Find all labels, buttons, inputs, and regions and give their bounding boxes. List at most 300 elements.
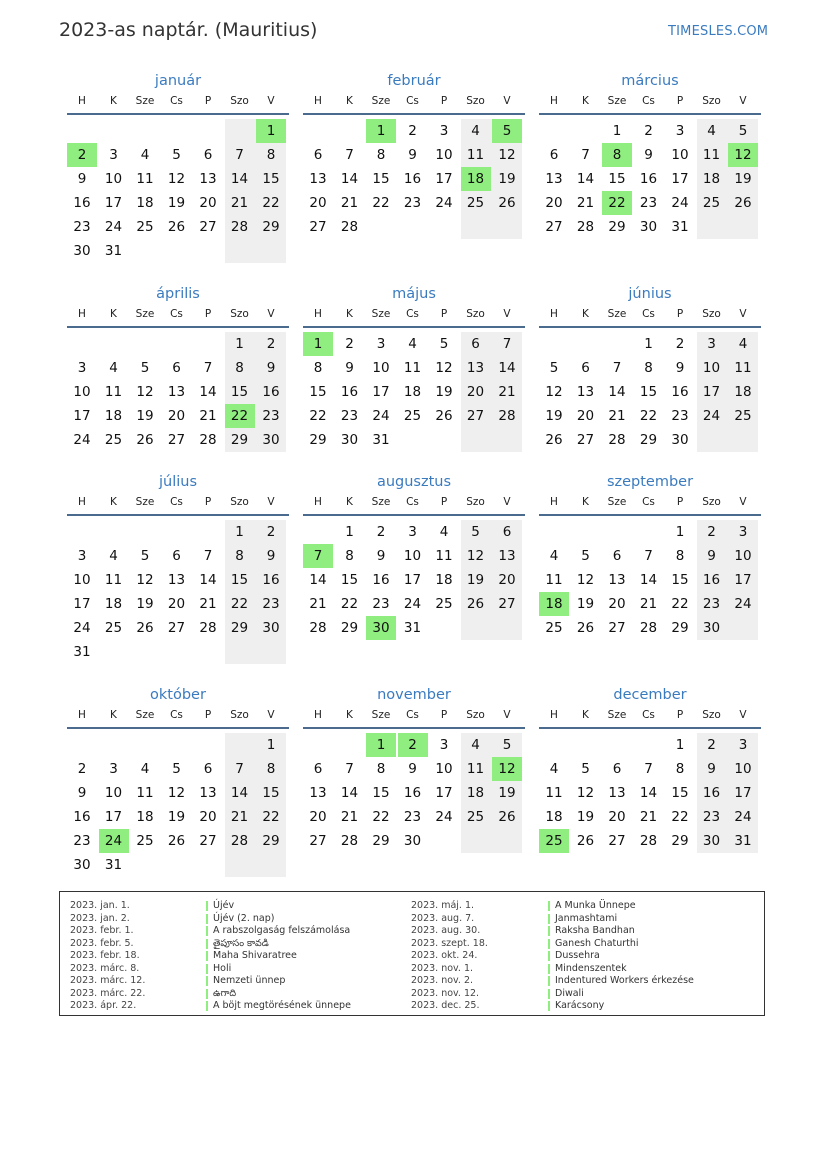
- day-cell: 30: [403, 833, 422, 849]
- day-cell: 6: [313, 761, 323, 777]
- holiday-entry: [70, 963, 400, 976]
- day-cell: 5: [172, 147, 181, 163]
- holiday-marker: [548, 976, 550, 986]
- day-cell: 6: [581, 360, 590, 376]
- day-cell: 20: [545, 195, 563, 211]
- day-cell: 7: [612, 360, 622, 376]
- day-cell: 4: [707, 123, 716, 139]
- day-cell: 12: [167, 171, 186, 187]
- day-cell: 7: [203, 548, 213, 564]
- day-cell: 11: [104, 572, 123, 588]
- day-cell: 12: [545, 384, 563, 400]
- day-cell: 1: [675, 524, 685, 540]
- day-cell: 5: [439, 336, 449, 352]
- holiday-date: 2023. máj. 1.: [411, 900, 475, 911]
- day-cell: 17: [435, 785, 453, 801]
- day-cell: 16: [639, 171, 658, 187]
- holiday-entry: [70, 938, 400, 951]
- weekday-label: K: [346, 95, 353, 107]
- day-cell: 5: [581, 548, 590, 564]
- day-cell: 14: [199, 384, 217, 400]
- day-cell: 3: [707, 336, 716, 352]
- weekday-label: P: [676, 496, 684, 508]
- day-cell: 7: [502, 336, 512, 352]
- weekday-label: Szo: [702, 95, 721, 107]
- day-cell: 14: [639, 572, 658, 588]
- day-cell: 4: [109, 548, 118, 564]
- holiday-name: Újév: [213, 900, 235, 911]
- holiday-name: Janmashtami: [555, 912, 618, 924]
- weekday-label: Sze: [607, 95, 627, 107]
- holiday-name: Indentured Workers érkezése: [555, 975, 694, 986]
- weekday-label: Szo: [466, 95, 485, 107]
- holiday-date: 2023. febr. 1.: [70, 925, 134, 936]
- day-cell: 21: [576, 195, 595, 211]
- holiday-entry: [411, 975, 751, 988]
- day-cell: 1: [612, 123, 622, 139]
- day-cell: 17: [734, 572, 752, 588]
- day-cell: 24: [104, 219, 123, 235]
- day-cell: 20: [167, 596, 186, 612]
- day-cell: 21: [199, 408, 217, 424]
- holiday-name: A rabszolgaság felszámolása: [213, 925, 351, 936]
- weekday-label: H: [78, 308, 86, 320]
- day-cell: 10: [104, 785, 123, 801]
- day-cell: 1: [235, 336, 244, 352]
- weekday-label: K: [346, 496, 353, 508]
- weekday-label: Cs: [642, 308, 655, 320]
- day-cell: 3: [109, 761, 118, 777]
- holiday-entry: [70, 975, 400, 988]
- weekday-label: P: [676, 95, 684, 107]
- holiday-date: 2023. okt. 24.: [411, 950, 478, 961]
- day-cell: 7: [644, 761, 653, 777]
- day-cell: 2: [376, 524, 386, 540]
- holiday-marker: [206, 976, 208, 986]
- holiday-marker: [548, 951, 550, 961]
- day-cell: 11: [435, 548, 453, 564]
- day-cell: 14: [608, 384, 626, 400]
- day-cell: 27: [199, 833, 217, 849]
- holiday-date: 2023. nov. 12.: [411, 987, 480, 999]
- day-cell: 2: [644, 123, 653, 139]
- day-cell: 7: [345, 147, 354, 163]
- day-cell: 1: [345, 524, 354, 540]
- day-cell: 21: [230, 195, 249, 211]
- day-cell: 7: [581, 147, 590, 163]
- weekday-label: K: [110, 95, 117, 107]
- day-cell: 13: [199, 171, 217, 187]
- day-cell: 9: [707, 548, 716, 564]
- holiday-date: 2023. márc. 8.: [70, 962, 140, 974]
- day-cell: 25: [545, 620, 563, 636]
- holiday-name: Mindenszentek: [555, 962, 627, 974]
- weekday-label: Sze: [371, 95, 391, 107]
- weekday-label: P: [440, 709, 448, 721]
- day-cell: 29: [340, 620, 359, 636]
- day-cell: 13: [466, 360, 485, 376]
- day-cell: 15: [262, 785, 280, 801]
- weekday-label: Szo: [230, 496, 249, 508]
- holiday-date: 2023. szept. 18.: [411, 937, 488, 949]
- month-name: április: [156, 286, 200, 302]
- weekday-label: Cs: [642, 95, 655, 107]
- day-cell: 4: [471, 123, 480, 139]
- day-cell: 26: [167, 219, 186, 235]
- weekday-label: Szo: [702, 496, 721, 508]
- weekday-label: P: [204, 95, 212, 107]
- day-cell: 24: [372, 408, 390, 424]
- holiday-entry: [411, 963, 751, 976]
- day-cell: 31: [403, 620, 422, 636]
- day-cell: 24: [73, 620, 91, 636]
- day-cell: 28: [309, 620, 327, 636]
- day-cell: 4: [738, 336, 748, 352]
- day-cell: 29: [262, 833, 280, 849]
- weekday-label: V: [267, 95, 275, 107]
- weekday-label: H: [550, 496, 558, 508]
- day-cell: 23: [639, 195, 658, 211]
- day-cell: 23: [372, 596, 390, 612]
- weekday-label: K: [110, 709, 117, 721]
- holiday-marker: [548, 989, 550, 999]
- day-cell: 11: [104, 384, 123, 400]
- day-cell: 8: [266, 761, 276, 777]
- holiday-entry: [411, 988, 751, 1001]
- day-cell: 6: [203, 147, 213, 163]
- weekday-label: K: [346, 709, 353, 721]
- day-cell: 28: [340, 219, 359, 235]
- day-cell: 21: [230, 809, 249, 825]
- day-cell: 30: [340, 432, 359, 448]
- day-cell: 25: [466, 809, 485, 825]
- day-cell: 31: [372, 432, 390, 448]
- day-cell: 21: [340, 809, 359, 825]
- day-cell: 13: [309, 171, 327, 187]
- day-cell: 5: [581, 761, 590, 777]
- day-cell: 28: [340, 833, 359, 849]
- day-cell: 7: [345, 761, 354, 777]
- weekday-label: Cs: [406, 95, 419, 107]
- holiday-name: Újév (2. nap): [213, 912, 275, 924]
- weekday-label: Sze: [135, 95, 155, 107]
- day-cell: 23: [702, 809, 721, 825]
- day-cell: 19: [576, 596, 595, 612]
- holiday-entry: [411, 925, 751, 938]
- day-cell: 8: [675, 761, 685, 777]
- day-cell: 16: [73, 195, 91, 211]
- holiday-marker: [206, 951, 208, 961]
- holiday-marker: [548, 964, 550, 974]
- day-cell: 11: [545, 785, 563, 801]
- day-cell: 9: [675, 360, 685, 376]
- weekday-label: V: [739, 709, 747, 721]
- day-cell: 1: [644, 336, 653, 352]
- holiday-marker: [206, 1001, 208, 1011]
- day-cell: 25: [136, 219, 154, 235]
- day-cell: 16: [671, 384, 689, 400]
- day-cell: 16: [702, 572, 721, 588]
- holiday-list-right: [411, 900, 751, 1013]
- weekday-label: Cs: [406, 709, 419, 721]
- day-cell: 19: [545, 408, 563, 424]
- weekday-label: P: [440, 496, 448, 508]
- day-cell: 13: [545, 171, 563, 187]
- day-cell: 20: [576, 408, 595, 424]
- day-cell: 12: [136, 384, 154, 400]
- day-cell: 1: [235, 524, 244, 540]
- day-cell: 25: [466, 195, 485, 211]
- weekday-label: K: [582, 95, 589, 107]
- day-cell: 16: [702, 785, 721, 801]
- day-cell: 6: [313, 147, 323, 163]
- holiday-day: 12: [492, 757, 522, 781]
- day-cell: 14: [498, 360, 516, 376]
- day-cell: 6: [612, 548, 622, 564]
- day-cell: 19: [466, 572, 485, 588]
- day-cell: 10: [671, 147, 689, 163]
- day-cell: 31: [104, 857, 123, 873]
- day-cell: 29: [671, 833, 689, 849]
- day-cell: 4: [408, 336, 417, 352]
- day-cell: 24: [734, 596, 752, 612]
- holiday-marker: [206, 939, 208, 949]
- day-cell: 27: [608, 620, 626, 636]
- day-cell: 6: [502, 524, 512, 540]
- day-cell: 29: [671, 620, 689, 636]
- day-cell: 25: [104, 432, 123, 448]
- day-cell: 26: [545, 432, 563, 448]
- day-cell: 10: [435, 147, 453, 163]
- day-cell: 24: [702, 408, 721, 424]
- day-cell: 4: [140, 761, 150, 777]
- weekday-label: Szo: [230, 709, 249, 721]
- day-cell: 10: [73, 572, 91, 588]
- day-cell: 24: [671, 195, 689, 211]
- weekday-label: P: [204, 496, 212, 508]
- day-cell: 5: [471, 524, 480, 540]
- holiday-date: 2023. jan. 1.: [70, 900, 130, 911]
- holiday-day: 8: [602, 143, 632, 167]
- day-cell: 26: [435, 408, 453, 424]
- holiday-name: Dussehra: [555, 950, 600, 961]
- holiday-entry: [70, 950, 400, 963]
- day-cell: 18: [466, 785, 485, 801]
- day-cell: 23: [403, 195, 422, 211]
- day-cell: 22: [262, 809, 280, 825]
- day-cell: 22: [671, 596, 689, 612]
- holiday-marker: [548, 914, 550, 924]
- month-name: november: [377, 687, 451, 703]
- day-cell: 6: [549, 147, 559, 163]
- month-name: június: [628, 286, 672, 302]
- day-cell: 11: [136, 785, 154, 801]
- day-cell: 6: [172, 360, 181, 376]
- day-cell: 12: [136, 572, 154, 588]
- day-cell: 30: [73, 243, 91, 259]
- month-name: február: [387, 73, 441, 89]
- day-cell: 21: [639, 809, 658, 825]
- month-header-rule: [67, 514, 289, 516]
- month-name: augusztus: [376, 474, 452, 490]
- weekday-label: Cs: [170, 496, 183, 508]
- month-header-rule: [303, 326, 525, 328]
- weekday-label: P: [204, 709, 212, 721]
- day-cell: 13: [498, 548, 516, 564]
- holiday-day: 1: [366, 119, 396, 143]
- holiday-day: 24: [99, 829, 129, 853]
- day-cell: 30: [262, 620, 280, 636]
- day-cell: 8: [376, 761, 386, 777]
- day-cell: 12: [435, 360, 453, 376]
- day-cell: 15: [372, 171, 390, 187]
- holiday-marker: [548, 926, 550, 936]
- day-cell: 16: [73, 809, 91, 825]
- day-cell: 23: [262, 408, 280, 424]
- day-cell: 15: [340, 572, 359, 588]
- day-cell: 14: [576, 171, 595, 187]
- day-cell: 8: [266, 147, 276, 163]
- day-cell: 13: [608, 785, 626, 801]
- weekday-label: V: [267, 709, 275, 721]
- day-cell: 19: [167, 195, 186, 211]
- weekday-label: Sze: [371, 496, 391, 508]
- holiday-day: 22: [602, 191, 632, 215]
- weekday-label: V: [267, 496, 275, 508]
- day-cell: 22: [340, 596, 359, 612]
- holiday-date: 2023. aug. 7.: [411, 912, 475, 924]
- day-cell: 17: [104, 809, 123, 825]
- day-cell: 28: [230, 833, 249, 849]
- day-cell: 7: [235, 761, 244, 777]
- weekday-label: Szo: [702, 709, 721, 721]
- day-cell: 30: [73, 857, 91, 873]
- holiday-day: 18: [539, 592, 569, 616]
- day-cell: 2: [345, 336, 354, 352]
- day-cell: 25: [435, 596, 453, 612]
- day-cell: 10: [372, 360, 390, 376]
- day-cell: 14: [230, 785, 249, 801]
- month-header-rule: [67, 326, 289, 328]
- weekday-label: V: [503, 496, 511, 508]
- weekday-label: V: [503, 308, 511, 320]
- day-cell: 14: [340, 785, 359, 801]
- weekday-label: Cs: [406, 308, 419, 320]
- day-cell: 12: [576, 785, 595, 801]
- holiday-name: Maha Shivaratree: [213, 950, 297, 961]
- holiday-date: 2023. aug. 30.: [411, 925, 481, 936]
- day-cell: 18: [104, 596, 123, 612]
- day-cell: 16: [340, 384, 359, 400]
- day-cell: 5: [502, 737, 512, 753]
- weekday-label: H: [78, 709, 86, 721]
- day-cell: 11: [136, 171, 154, 187]
- weekday-label: V: [503, 95, 511, 107]
- month-name: július: [158, 474, 198, 490]
- weekday-label: Sze: [135, 709, 155, 721]
- day-cell: 14: [199, 572, 217, 588]
- day-cell: 14: [340, 171, 359, 187]
- day-cell: 10: [734, 548, 752, 564]
- day-cell: 3: [77, 548, 87, 564]
- holiday-day: 18: [461, 167, 491, 191]
- day-cell: 3: [439, 737, 449, 753]
- day-cell: 26: [167, 833, 186, 849]
- holiday-day: 1: [303, 332, 333, 356]
- day-cell: 28: [199, 432, 217, 448]
- day-cell: 31: [73, 644, 91, 660]
- weekday-label: Sze: [371, 709, 391, 721]
- holiday-name: A böjt megtörésének ünnepe: [213, 1000, 351, 1011]
- holiday-entry: [70, 988, 400, 1001]
- day-cell: 18: [403, 384, 422, 400]
- day-cell: 9: [345, 360, 354, 376]
- weekday-label: P: [204, 308, 212, 320]
- day-cell: 29: [262, 219, 280, 235]
- holiday-date: 2023. nov. 2.: [411, 975, 474, 986]
- day-cell: 30: [671, 432, 689, 448]
- day-cell: 8: [313, 360, 323, 376]
- holiday-date: 2023. márc. 12.: [70, 975, 146, 986]
- day-cell: 24: [435, 809, 453, 825]
- day-cell: 20: [608, 596, 626, 612]
- day-cell: 15: [608, 171, 626, 187]
- day-cell: 24: [73, 432, 91, 448]
- day-cell: 4: [109, 360, 118, 376]
- day-cell: 8: [675, 548, 685, 564]
- day-cell: 19: [576, 809, 595, 825]
- month-header-rule: [67, 727, 289, 729]
- day-cell: 11: [545, 572, 563, 588]
- day-cell: 15: [372, 785, 390, 801]
- day-cell: 17: [734, 785, 752, 801]
- day-cell: 27: [498, 596, 516, 612]
- holiday-entry: [70, 1000, 400, 1013]
- day-cell: 11: [734, 360, 752, 376]
- holiday-day: 1: [366, 733, 396, 757]
- day-cell: 3: [738, 737, 748, 753]
- day-cell: 28: [498, 408, 516, 424]
- day-cell: 6: [203, 761, 213, 777]
- day-cell: 20: [608, 809, 626, 825]
- weekday-label: H: [314, 709, 322, 721]
- weekday-label: Sze: [371, 308, 391, 320]
- weekday-label: H: [314, 308, 322, 320]
- day-cell: 2: [675, 336, 685, 352]
- day-cell: 6: [471, 336, 480, 352]
- day-cell: 5: [738, 123, 748, 139]
- day-cell: 19: [136, 596, 154, 612]
- day-cell: 16: [372, 572, 390, 588]
- holiday-marker: [206, 926, 208, 936]
- day-cell: 12: [498, 147, 516, 163]
- day-cell: 30: [262, 432, 280, 448]
- weekday-label: P: [676, 308, 684, 320]
- holiday-entry: [70, 900, 400, 913]
- weekday-label: K: [110, 496, 117, 508]
- day-cell: 2: [77, 761, 87, 777]
- day-cell: 26: [498, 809, 516, 825]
- weekday-label: K: [582, 308, 589, 320]
- day-cell: 8: [644, 360, 653, 376]
- holiday-day: 30: [366, 616, 396, 640]
- day-cell: 3: [77, 360, 87, 376]
- day-cell: 4: [471, 737, 480, 753]
- day-cell: 19: [167, 809, 186, 825]
- month-name: december: [613, 687, 687, 703]
- holiday-date: 2023. febr. 18.: [70, 950, 140, 961]
- brand-link[interactable]: TIMESLES.COM: [668, 24, 769, 39]
